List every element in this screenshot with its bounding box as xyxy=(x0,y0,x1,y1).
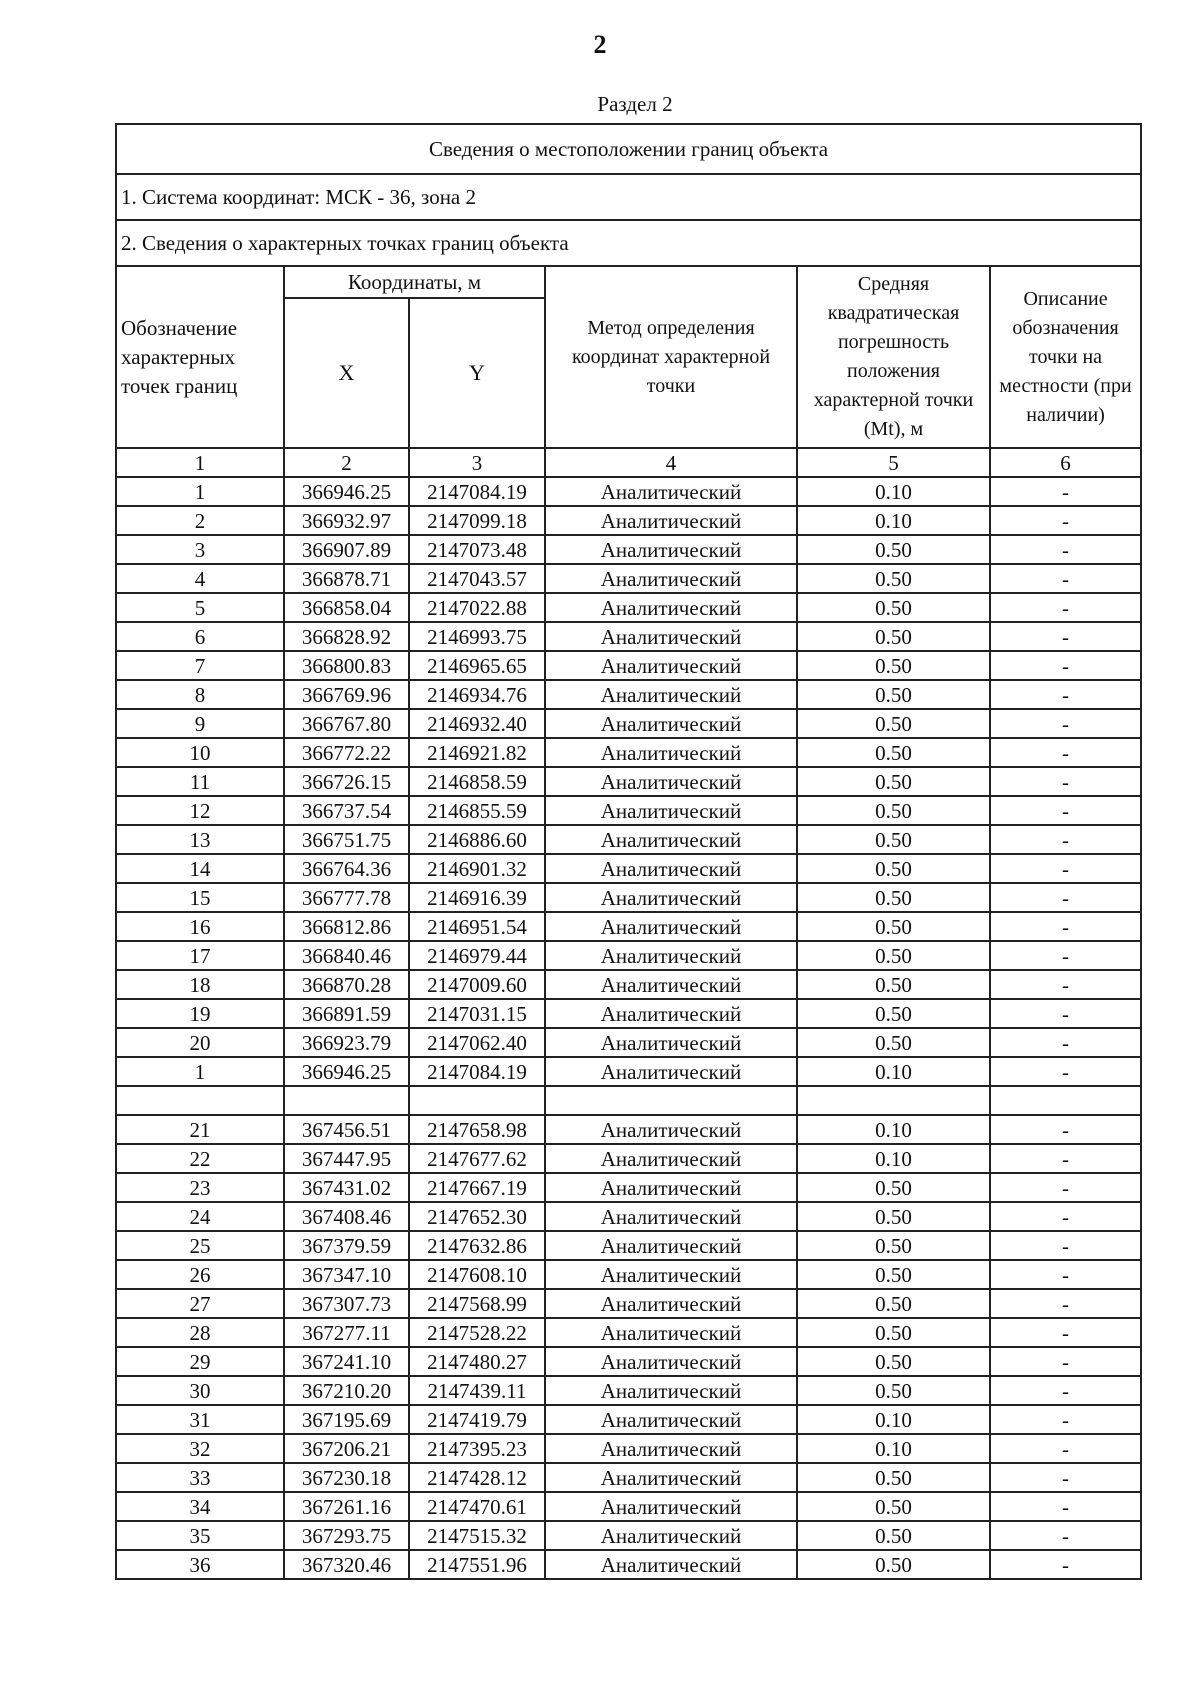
table-row xyxy=(116,1492,1141,1521)
point-id-cell: 17 xyxy=(116,941,284,970)
table-row xyxy=(116,709,1141,738)
y-coordinate-cell: 2147608.10 xyxy=(409,1260,545,1289)
point-id-cell: 21 xyxy=(116,1115,284,1144)
method-cell: Аналитический xyxy=(545,1521,797,1550)
point-id-cell: 7 xyxy=(116,651,284,680)
table-row xyxy=(116,535,1141,564)
description-cell: - xyxy=(990,1521,1141,1550)
header-y: Y xyxy=(409,298,545,448)
y-coordinate-cell: 2147419.79 xyxy=(409,1405,545,1434)
table-row xyxy=(116,1347,1141,1376)
method-cell: Аналитический xyxy=(545,796,797,825)
point-id-cell: 3 xyxy=(116,535,284,564)
x-coordinate-cell: 366751.75 xyxy=(284,825,409,854)
error-cell: 0.50 xyxy=(797,1521,990,1550)
method-cell: Аналитический xyxy=(545,1347,797,1376)
point-id-cell: 8 xyxy=(116,680,284,709)
method-cell: Аналитический xyxy=(545,593,797,622)
description-cell: - xyxy=(990,680,1141,709)
x-coordinate-cell: 366932.97 xyxy=(284,506,409,535)
point-id-cell: 5 xyxy=(116,593,284,622)
point-id-cell: 30 xyxy=(116,1376,284,1405)
method-cell: Аналитический xyxy=(545,825,797,854)
point-id-cell: 25 xyxy=(116,1231,284,1260)
table-row xyxy=(116,738,1141,767)
point-id-cell xyxy=(116,1086,284,1115)
table-row xyxy=(116,1086,1141,1115)
x-coordinate-cell: 366840.46 xyxy=(284,941,409,970)
method-cell: Аналитический xyxy=(545,1318,797,1347)
x-coordinate-cell: 367210.20 xyxy=(284,1376,409,1405)
x-coordinate-cell: 366907.89 xyxy=(284,535,409,564)
table-row xyxy=(116,1405,1141,1434)
y-coordinate-cell: 2146921.82 xyxy=(409,738,545,767)
table-row xyxy=(116,999,1141,1028)
table-row xyxy=(116,767,1141,796)
error-cell: 0.10 xyxy=(797,1405,990,1434)
method-cell: Аналитический xyxy=(545,912,797,941)
error-cell: 0.50 xyxy=(797,825,990,854)
error-cell: 0.50 xyxy=(797,1202,990,1231)
method-cell: Аналитический xyxy=(545,970,797,999)
coordinate-system-info: 1. Система координат: МСК - 36, зона 2 xyxy=(116,174,1141,220)
column-number: 1 xyxy=(116,448,284,477)
description-cell: - xyxy=(990,767,1141,796)
method-cell: Аналитический xyxy=(545,1260,797,1289)
x-coordinate-cell: 366800.83 xyxy=(284,651,409,680)
point-id-cell: 12 xyxy=(116,796,284,825)
description-cell: - xyxy=(990,1463,1141,1492)
x-coordinate-cell: 366923.79 xyxy=(284,1028,409,1057)
point-id-cell: 33 xyxy=(116,1463,284,1492)
description-cell: - xyxy=(990,506,1141,535)
description-cell: - xyxy=(990,593,1141,622)
header-description: Описание обозначения точки на местности (при наличии) xyxy=(990,266,1141,448)
table-row xyxy=(116,825,1141,854)
x-coordinate-cell: 367447.95 xyxy=(284,1144,409,1173)
description-cell: - xyxy=(990,1318,1141,1347)
y-coordinate-cell: 2147031.15 xyxy=(409,999,545,1028)
table-row xyxy=(116,1550,1141,1579)
method-cell: Аналитический xyxy=(545,767,797,796)
error-cell: 0.50 xyxy=(797,1289,990,1318)
description-cell: - xyxy=(990,1376,1141,1405)
point-id-cell: 10 xyxy=(116,738,284,767)
description-cell: - xyxy=(990,651,1141,680)
table-row xyxy=(116,941,1141,970)
header-error: Средняя квадратическая погрешность положения характерной точки (Mt), м xyxy=(797,266,990,448)
description-cell: - xyxy=(990,970,1141,999)
point-id-cell: 18 xyxy=(116,970,284,999)
method-cell: Аналитический xyxy=(545,883,797,912)
x-coordinate-cell: 367431.02 xyxy=(284,1173,409,1202)
x-coordinate-cell: 366767.80 xyxy=(284,709,409,738)
x-coordinate-cell: 367379.59 xyxy=(284,1231,409,1260)
error-cell: 0.50 xyxy=(797,796,990,825)
point-id-cell: 9 xyxy=(116,709,284,738)
method-cell: Аналитический xyxy=(545,651,797,680)
point-id-cell: 4 xyxy=(116,564,284,593)
x-coordinate-cell: 367307.73 xyxy=(284,1289,409,1318)
boundary-points-table xyxy=(115,123,1142,1580)
x-coordinate-cell: 367261.16 xyxy=(284,1492,409,1521)
point-id-cell: 24 xyxy=(116,1202,284,1231)
error-cell: 0.50 xyxy=(797,1318,990,1347)
error-cell: 0.50 xyxy=(797,912,990,941)
description-cell: - xyxy=(990,854,1141,883)
description-cell: - xyxy=(990,883,1141,912)
description-cell: - xyxy=(990,622,1141,651)
x-coordinate-cell xyxy=(284,1086,409,1115)
method-cell: Аналитический xyxy=(545,535,797,564)
error-cell: 0.50 xyxy=(797,1492,990,1521)
x-coordinate-cell: 366726.15 xyxy=(284,767,409,796)
x-coordinate-cell: 367195.69 xyxy=(284,1405,409,1434)
x-coordinate-cell: 366828.92 xyxy=(284,622,409,651)
table-row xyxy=(116,970,1141,999)
table-row xyxy=(116,1057,1141,1086)
y-coordinate-cell: 2146932.40 xyxy=(409,709,545,738)
table-row xyxy=(116,622,1141,651)
x-coordinate-cell: 367347.10 xyxy=(284,1260,409,1289)
y-coordinate-cell: 2146965.65 xyxy=(409,651,545,680)
method-cell: Аналитический xyxy=(545,1376,797,1405)
y-coordinate-cell: 2146901.32 xyxy=(409,854,545,883)
description-cell: - xyxy=(990,1231,1141,1260)
description-cell: - xyxy=(990,1405,1141,1434)
y-coordinate-cell: 2147073.48 xyxy=(409,535,545,564)
error-cell: 0.50 xyxy=(797,854,990,883)
point-id-cell: 16 xyxy=(116,912,284,941)
y-coordinate-cell xyxy=(409,1086,545,1115)
method-cell: Аналитический xyxy=(545,1405,797,1434)
table-row xyxy=(116,1318,1141,1347)
table-row xyxy=(116,1463,1141,1492)
method-cell: Аналитический xyxy=(545,1202,797,1231)
method-cell: Аналитический xyxy=(545,680,797,709)
method-cell: Аналитический xyxy=(545,1057,797,1086)
description-cell: - xyxy=(990,1144,1141,1173)
error-cell: 0.50 xyxy=(797,1347,990,1376)
description-cell: - xyxy=(990,941,1141,970)
method-cell: Аналитический xyxy=(545,1144,797,1173)
point-id-cell: 34 xyxy=(116,1492,284,1521)
error-cell: 0.50 xyxy=(797,651,990,680)
table-row xyxy=(116,1144,1141,1173)
x-coordinate-cell: 366946.25 xyxy=(284,1057,409,1086)
table-row xyxy=(116,1376,1141,1405)
method-cell: Аналитический xyxy=(545,1550,797,1579)
description-cell: - xyxy=(990,1057,1141,1086)
table-row xyxy=(116,1260,1141,1289)
error-cell: 0.50 xyxy=(797,535,990,564)
point-id-cell: 13 xyxy=(116,825,284,854)
points-info-heading: 2. Сведения о характерных точках границ объекта xyxy=(116,220,1141,266)
y-coordinate-cell: 2147395.23 xyxy=(409,1434,545,1463)
y-coordinate-cell: 2147652.30 xyxy=(409,1202,545,1231)
point-id-cell: 23 xyxy=(116,1173,284,1202)
error-cell: 0.10 xyxy=(797,1057,990,1086)
x-coordinate-cell: 367277.11 xyxy=(284,1318,409,1347)
y-coordinate-cell: 2147568.99 xyxy=(409,1289,545,1318)
x-coordinate-cell: 366891.59 xyxy=(284,999,409,1028)
y-coordinate-cell: 2147084.19 xyxy=(409,1057,545,1086)
x-coordinate-cell: 366870.28 xyxy=(284,970,409,999)
column-number: 3 xyxy=(409,448,545,477)
error-cell: 0.50 xyxy=(797,1231,990,1260)
method-cell: Аналитический xyxy=(545,477,797,506)
y-coordinate-cell: 2147480.27 xyxy=(409,1347,545,1376)
header-designation: Обозначение характерных точек границ xyxy=(116,266,284,448)
error-cell: 0.50 xyxy=(797,622,990,651)
error-cell: 0.50 xyxy=(797,680,990,709)
method-cell: Аналитический xyxy=(545,1173,797,1202)
table-row xyxy=(116,796,1141,825)
y-coordinate-cell: 2147439.11 xyxy=(409,1376,545,1405)
y-coordinate-cell: 2146934.76 xyxy=(409,680,545,709)
description-cell: - xyxy=(990,477,1141,506)
method-cell: Аналитический xyxy=(545,709,797,738)
table-row xyxy=(116,1289,1141,1318)
error-cell: 0.10 xyxy=(797,1434,990,1463)
description-cell: - xyxy=(990,999,1141,1028)
y-coordinate-cell: 2146916.39 xyxy=(409,883,545,912)
description-cell: - xyxy=(990,1434,1141,1463)
y-coordinate-cell: 2147515.32 xyxy=(409,1521,545,1550)
point-id-cell: 28 xyxy=(116,1318,284,1347)
x-coordinate-cell: 367293.75 xyxy=(284,1521,409,1550)
error-cell xyxy=(797,1086,990,1115)
y-coordinate-cell: 2147084.19 xyxy=(409,477,545,506)
y-coordinate-cell: 2146951.54 xyxy=(409,912,545,941)
point-id-cell: 11 xyxy=(116,767,284,796)
method-cell: Аналитический xyxy=(545,622,797,651)
x-coordinate-cell: 366737.54 xyxy=(284,796,409,825)
x-coordinate-cell: 367230.18 xyxy=(284,1463,409,1492)
table-row xyxy=(116,1115,1141,1144)
error-cell: 0.50 xyxy=(797,1463,990,1492)
y-coordinate-cell: 2147528.22 xyxy=(409,1318,545,1347)
error-cell: 0.10 xyxy=(797,506,990,535)
point-id-cell: 31 xyxy=(116,1405,284,1434)
x-coordinate-cell: 367408.46 xyxy=(284,1202,409,1231)
error-cell: 0.50 xyxy=(797,767,990,796)
error-cell: 0.50 xyxy=(797,1260,990,1289)
y-coordinate-cell: 2147428.12 xyxy=(409,1463,545,1492)
x-coordinate-cell: 366812.86 xyxy=(284,912,409,941)
point-id-cell: 1 xyxy=(116,477,284,506)
description-cell: - xyxy=(990,912,1141,941)
y-coordinate-cell: 2147677.62 xyxy=(409,1144,545,1173)
x-coordinate-cell: 367320.46 xyxy=(284,1550,409,1579)
x-coordinate-cell: 366946.25 xyxy=(284,477,409,506)
description-cell: - xyxy=(990,1289,1141,1318)
error-cell: 0.50 xyxy=(797,1376,990,1405)
header-coordinates: Координаты, м xyxy=(284,266,545,298)
table-row xyxy=(116,1231,1141,1260)
point-id-cell: 19 xyxy=(116,999,284,1028)
table-row xyxy=(116,1521,1141,1550)
point-id-cell: 35 xyxy=(116,1521,284,1550)
description-cell: - xyxy=(990,564,1141,593)
column-number: 4 xyxy=(545,448,797,477)
y-coordinate-cell: 2147062.40 xyxy=(409,1028,545,1057)
method-cell: Аналитический xyxy=(545,564,797,593)
description-cell: - xyxy=(990,738,1141,767)
description-cell: - xyxy=(990,825,1141,854)
point-id-cell: 22 xyxy=(116,1144,284,1173)
y-coordinate-cell: 2146886.60 xyxy=(409,825,545,854)
header-x: X xyxy=(284,298,409,448)
y-coordinate-cell: 2147658.98 xyxy=(409,1115,545,1144)
x-coordinate-cell: 366772.22 xyxy=(284,738,409,767)
error-cell: 0.50 xyxy=(797,709,990,738)
y-coordinate-cell: 2146858.59 xyxy=(409,767,545,796)
description-cell: - xyxy=(990,1347,1141,1376)
error-cell: 0.50 xyxy=(797,564,990,593)
table-row xyxy=(116,564,1141,593)
page-number: 2 xyxy=(593,30,607,59)
point-id-cell: 29 xyxy=(116,1347,284,1376)
method-cell: Аналитический xyxy=(545,1289,797,1318)
description-cell: - xyxy=(990,1492,1141,1521)
x-coordinate-cell: 366878.71 xyxy=(284,564,409,593)
table-row xyxy=(116,593,1141,622)
table-row xyxy=(116,1434,1141,1463)
error-cell: 0.10 xyxy=(797,1115,990,1144)
description-cell xyxy=(990,1086,1141,1115)
error-cell: 0.50 xyxy=(797,1173,990,1202)
error-cell: 0.50 xyxy=(797,999,990,1028)
table-row xyxy=(116,1173,1141,1202)
point-id-cell: 36 xyxy=(116,1550,284,1579)
y-coordinate-cell: 2147022.88 xyxy=(409,593,545,622)
table-row xyxy=(116,1028,1141,1057)
table-row xyxy=(116,680,1141,709)
point-id-cell: 6 xyxy=(116,622,284,651)
method-cell: Аналитический xyxy=(545,738,797,767)
header-method: Метод определения координат характерной точки xyxy=(545,266,797,448)
error-cell: 0.50 xyxy=(797,593,990,622)
description-cell: - xyxy=(990,709,1141,738)
table-title: Сведения о местоположении границ объекта xyxy=(116,124,1141,174)
error-cell: 0.50 xyxy=(797,1028,990,1057)
column-number: 6 xyxy=(990,448,1141,477)
point-id-cell: 2 xyxy=(116,506,284,535)
y-coordinate-cell: 2146979.44 xyxy=(409,941,545,970)
point-id-cell: 27 xyxy=(116,1289,284,1318)
description-cell: - xyxy=(990,1028,1141,1057)
x-coordinate-cell: 366777.78 xyxy=(284,883,409,912)
x-coordinate-cell: 367456.51 xyxy=(284,1115,409,1144)
point-id-cell: 14 xyxy=(116,854,284,883)
method-cell: Аналитический xyxy=(545,1434,797,1463)
method-cell: Аналитический xyxy=(545,854,797,883)
y-coordinate-cell: 2147099.18 xyxy=(409,506,545,535)
description-cell: - xyxy=(990,796,1141,825)
error-cell: 0.10 xyxy=(797,477,990,506)
description-cell: - xyxy=(990,1115,1141,1144)
x-coordinate-cell: 366769.96 xyxy=(284,680,409,709)
method-cell: Аналитический xyxy=(545,1115,797,1144)
table-row xyxy=(116,651,1141,680)
y-coordinate-cell: 2147009.60 xyxy=(409,970,545,999)
x-coordinate-cell: 367241.10 xyxy=(284,1347,409,1376)
method-cell: Аналитический xyxy=(545,506,797,535)
section-title: Раздел 2 xyxy=(597,92,673,116)
method-cell: Аналитический xyxy=(545,1231,797,1260)
description-cell: - xyxy=(990,1202,1141,1231)
table-row xyxy=(116,854,1141,883)
description-cell: - xyxy=(990,1260,1141,1289)
description-cell: - xyxy=(990,1550,1141,1579)
method-cell: Аналитический xyxy=(545,1463,797,1492)
error-cell: 0.50 xyxy=(797,970,990,999)
error-cell: 0.10 xyxy=(797,1144,990,1173)
y-coordinate-cell: 2146993.75 xyxy=(409,622,545,651)
column-number: 5 xyxy=(797,448,990,477)
method-cell: Аналитический xyxy=(545,999,797,1028)
x-coordinate-cell: 366858.04 xyxy=(284,593,409,622)
y-coordinate-cell: 2147667.19 xyxy=(409,1173,545,1202)
method-cell: Аналитический xyxy=(545,941,797,970)
method-cell: Аналитический xyxy=(545,1492,797,1521)
y-coordinate-cell: 2147043.57 xyxy=(409,564,545,593)
point-id-cell: 1 xyxy=(116,1057,284,1086)
error-cell: 0.50 xyxy=(797,883,990,912)
table-row xyxy=(116,506,1141,535)
point-id-cell: 26 xyxy=(116,1260,284,1289)
table-row xyxy=(116,912,1141,941)
error-cell: 0.50 xyxy=(797,941,990,970)
point-id-cell: 20 xyxy=(116,1028,284,1057)
error-cell: 0.50 xyxy=(797,1550,990,1579)
error-cell: 0.50 xyxy=(797,738,990,767)
table-row xyxy=(116,883,1141,912)
y-coordinate-cell: 2146855.59 xyxy=(409,796,545,825)
point-id-cell: 15 xyxy=(116,883,284,912)
column-number: 2 xyxy=(284,448,409,477)
x-coordinate-cell: 366764.36 xyxy=(284,854,409,883)
y-coordinate-cell: 2147470.61 xyxy=(409,1492,545,1521)
table-row xyxy=(116,1202,1141,1231)
method-cell: Аналитический xyxy=(545,1028,797,1057)
method-cell xyxy=(545,1086,797,1115)
description-cell: - xyxy=(990,535,1141,564)
description-cell: - xyxy=(990,1173,1141,1202)
table-row xyxy=(116,477,1141,506)
x-coordinate-cell: 367206.21 xyxy=(284,1434,409,1463)
y-coordinate-cell: 2147632.86 xyxy=(409,1231,545,1260)
point-id-cell: 32 xyxy=(116,1434,284,1463)
y-coordinate-cell: 2147551.96 xyxy=(409,1550,545,1579)
